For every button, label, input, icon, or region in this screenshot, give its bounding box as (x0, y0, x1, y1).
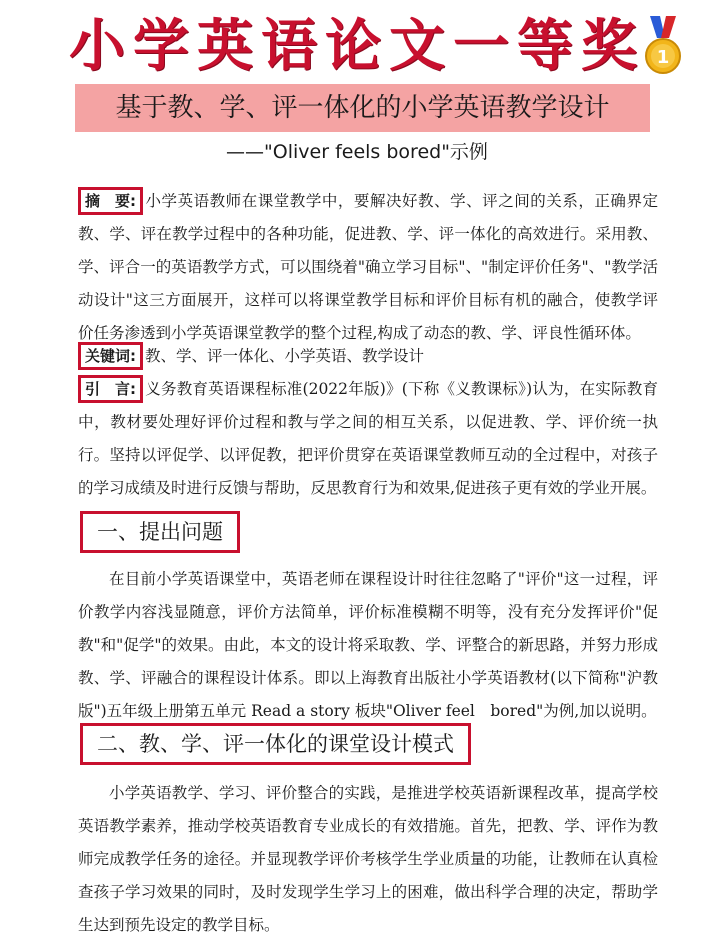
section-2-heading: 二、教、学、评一体化的课堂设计模式 (80, 723, 471, 765)
example-subtitle: ——"Oliver feels bored"示例 (226, 141, 488, 163)
medal-icon (638, 16, 688, 76)
abstract-paragraph (78, 185, 658, 350)
intro-label: 引 言: (78, 375, 143, 403)
intro-paragraph (78, 373, 658, 505)
abstract-text: 小学英语教师在课堂教学中，要解决好教、学、评之间的关系，正确界定教、学、评在教学过程中的各种功能，促进教、学、评一体化的高效进行。采用教、学、评合一的英语教学方式，可以围绕着"确立学习目标"、"制定评价任务"、"教学活动设计"这三方面展开，这样可以将课堂教学目标和评价目标有机的融合，使教学评价任务渗透到小学英语课堂教学的整个过程,构成了动态的教、学、评良性循环体。 (78, 192, 658, 342)
svg-text:1: 1 (656, 47, 670, 68)
banner-title: 小学英语论文一等奖 (69, 14, 645, 79)
page-title: 基于教、学、评一体化的小学英语教学设计 (75, 84, 650, 132)
keywords-paragraph (78, 340, 658, 373)
intro-text: 义务教育英语课程标准(2022年版)》(下称《义教课标》)认为，在实际教育中，教材要处理好评价过程和教与学之间的相互关系，以促进教、学、评价统一执行。坚持以评促学、以评促教，把评价贯穿在英语课堂教师互动的全过程中，对孩子的学习成绩及时进行反馈与帮助，反思教育行为和效果,促进孩子更有效的学业开展。 (78, 380, 658, 497)
section-2-text: 小学英语教学、学习、评价整合的实践，是推进学校英语新课程改革，提高学校英语教学素养，推动学校英语教育专业成长的有效措施。首先，把教、学、评作为教师完成教学任务的途径。并显现教学评价考核学生学业质量的功能，让教师在认真检查孩子学习效果的同时，及时发现学生学习上的困难，做出科学合理的决定，帮助学生达到预先设定的教学目标。 (78, 784, 658, 934)
section-1-text: 在目前小学英语课堂中，英语老师在课程设计时往往忽略了"评价"这一过程，评价教学内容浅显随意，评价方法简单，评价标准模糊不明等，没有充分发挥评价"促教"和"促学"的效果。由此，本文的设计将采取教、学、评整合的新思路，并努力形成教、学、评融合的课程设计体系。即以上海教育出版社小学英语教材(以下简称"沪教版")五年级上册第五单元 Read a story 板块"Oliver feel bored"为例,加以说明。 (78, 570, 658, 720)
abstract-label: 摘 要: (78, 187, 143, 215)
keywords-label: 关键词: (78, 342, 143, 370)
section-1-heading: 一、提出问题 (80, 511, 240, 553)
keywords-text: 教、学、评一体化、小学英语、教学设计 (145, 347, 425, 365)
